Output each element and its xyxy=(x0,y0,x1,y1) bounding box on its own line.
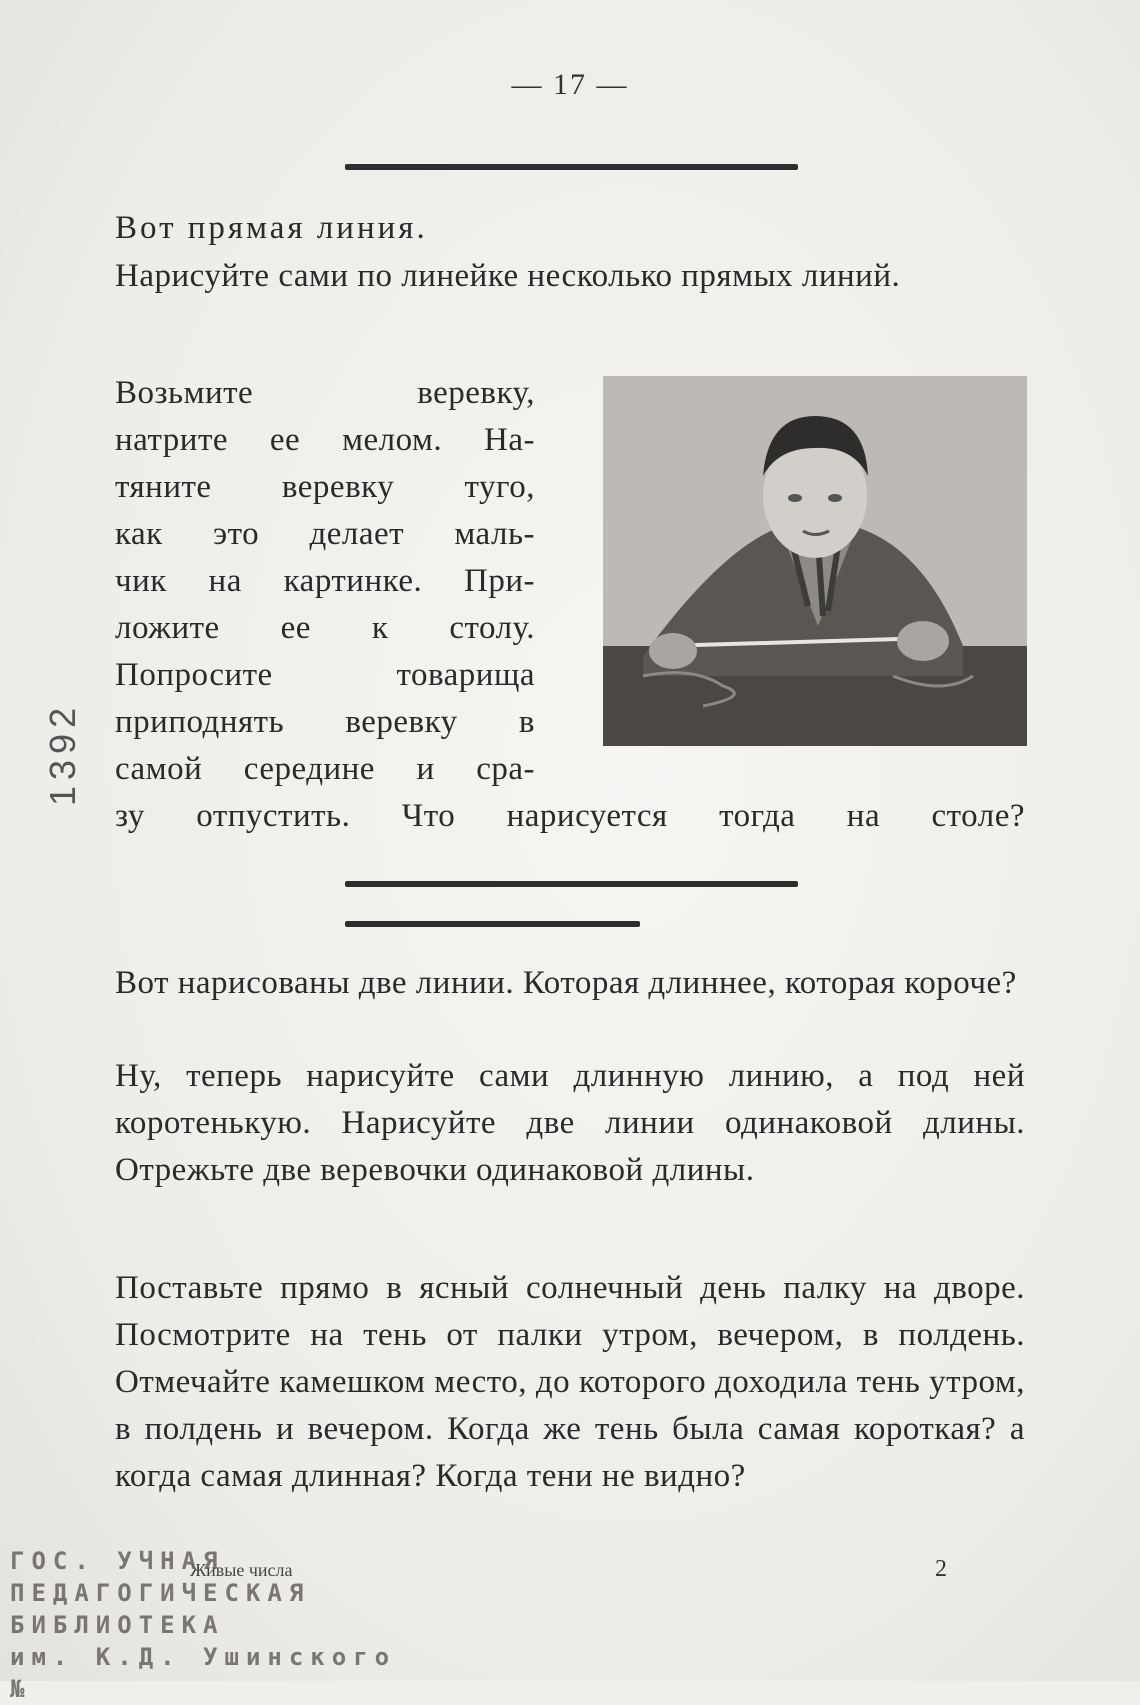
rope-line: чик на картинке. При- xyxy=(115,563,535,599)
footer-book-title: Живые числа xyxy=(190,1560,293,1580)
rope-line: натрите ее мелом. На- xyxy=(115,422,535,458)
paragraph-draw-lines: Нарисуйте сами по линейке несколько прямых линий. xyxy=(115,258,901,294)
stamp-line: БИБЛИОТЕКА xyxy=(10,1611,225,1639)
stamp-line: ПЕДАГОГИЧЕСКАЯ xyxy=(10,1579,311,1607)
long-line xyxy=(345,881,798,887)
page-number: — 17 — xyxy=(511,68,629,101)
boy-with-rope-picture xyxy=(603,376,1027,746)
paragraph-shadow-stick: Поставьте прямо в ясный солнечный день палку на дворе. Посмотрите на тень от палки утром, вечером, в полдень. Отмечайте камешком место, до которого доходила тень утром, в полдень и вечером. Когда же тень была самая короткая? а когда самая длинная? Когда тени не видно? xyxy=(115,1270,1025,1494)
rope-line: как это делает маль- xyxy=(115,516,535,552)
rope-line: Попросите товарища xyxy=(115,657,535,693)
rope-line: приподнять веревку в xyxy=(115,704,535,740)
rope-line-tail: зу отпустить. Что нарисуется тогда на столе? xyxy=(115,798,1025,834)
rope-line: самой середине и сра- xyxy=(115,751,535,787)
paragraph-draw-long-short: Ну, теперь нарисуйте сами длинную линию, а под ней коротенькую. Нарисуйте две линии одинаковой длины. Отрежьте две веревочки одинаковой длины. xyxy=(115,1058,1025,1188)
top-straight-line xyxy=(345,164,798,170)
rope-line: тяните веревку туго, xyxy=(115,469,535,505)
rope-line: ложите ее к столу. xyxy=(115,610,535,646)
boy-with-rope-illustration xyxy=(603,376,1027,746)
short-line xyxy=(345,921,640,927)
stamp-line: им. К.Д. Ушинского xyxy=(10,1643,397,1671)
rope-line: Возьмите веревку, xyxy=(115,375,535,411)
paragraph-two-lines: Вот нарисованы две линии. Которая длиннее, которая короче? xyxy=(115,965,1017,1001)
margin-handwritten-number: 1392 xyxy=(42,701,83,806)
stamp-line: № xyxy=(10,1675,32,1703)
paragraph-straight-line: Вот прямая линия. xyxy=(115,210,428,246)
library-stamp xyxy=(10,1545,397,1705)
stamp-line: ГОС. УЧНАЯ xyxy=(10,1547,225,1575)
signature-mark: 2 xyxy=(935,1556,947,1582)
